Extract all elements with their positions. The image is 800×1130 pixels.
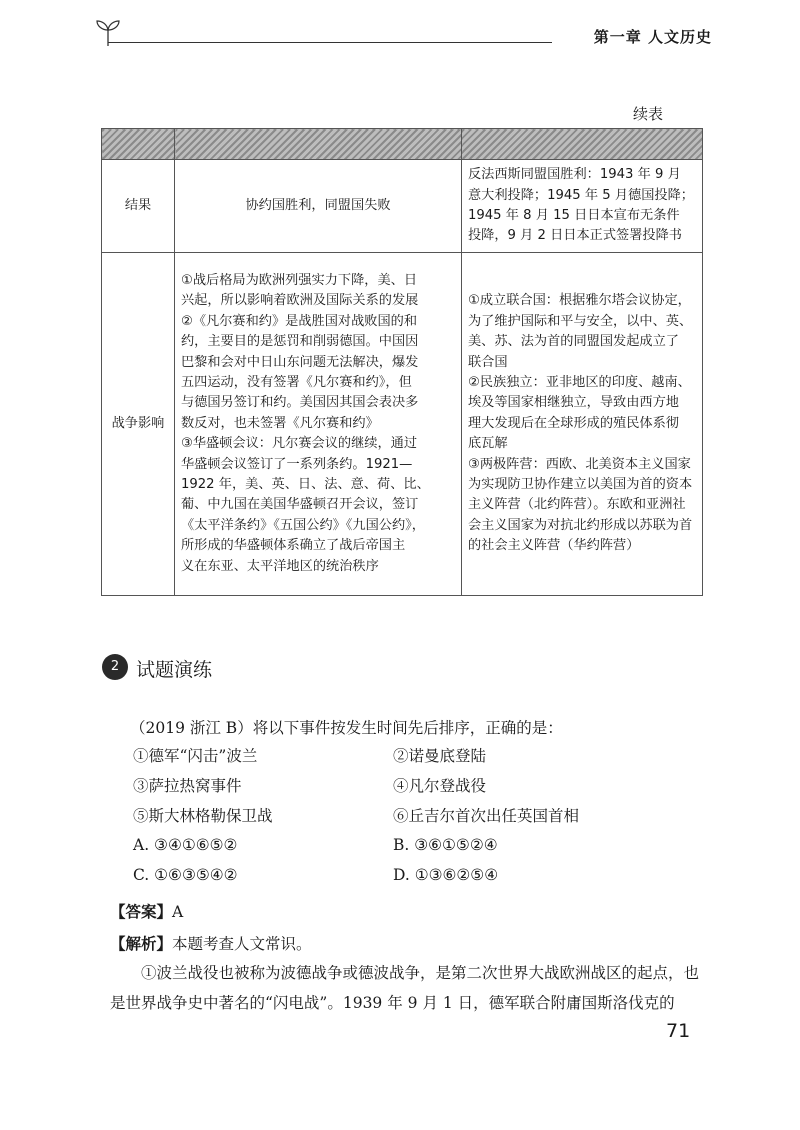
cell-line: 主义阵营（北约阵营）。东欧和亚洲社 (468, 497, 686, 513)
analysis-paragraph: ①波兰战役也被称为波德战争或德波战争，是第二次世界大战欧洲战区的起点，也是世界战争史中著名的“闪电战”。1939 年 9 月 1 日，德军联合附庸国斯洛伐克的 (110, 964, 700, 1012)
chapter-title: 第一章 人文历史 (593, 28, 712, 46)
answer-line (110, 900, 183, 922)
event-item: ⑥丘吉尔首次出任英国首相 (393, 807, 580, 825)
cell-line: 美、苏、法为首的同盟国发起成立了 (468, 334, 679, 350)
cell-line: 为实现防卫协作建立以美国为首的资本 (468, 477, 693, 493)
cell-line: 埃及等国家相继独立，导致由西方地 (468, 395, 679, 411)
cell-line: ②《凡尔赛和约》是战胜国对战败国的和 (181, 313, 418, 329)
cell-line: 投降，9 月 2 日日本正式签署投降书 (468, 228, 682, 244)
cell-line: 反法西斯同盟国胜利：1943 年 9 月 (468, 167, 681, 183)
cell-line: 《太平洋条约》《五国公约》《九国公约》， (181, 517, 425, 533)
header-rule (108, 42, 552, 43)
cell-line: 理大发现后在全球形成的殖民体系彻 (468, 415, 679, 431)
event-item: ⑤斯大林格勒保卫战 (133, 807, 273, 825)
cell-line: 会主义国家为对抗北约形成以苏联为首 (468, 517, 693, 533)
cell-line: 葡、中九国在美国华盛顿召开会议，签订 (181, 497, 419, 513)
row-label: 战争影响 (102, 253, 175, 596)
cell-text: 协约国胜利，同盟国失败 (175, 160, 462, 253)
choice-a: A. ③④①⑥⑤② (133, 836, 238, 854)
answer-value: A (172, 903, 184, 921)
event-item: ②诺曼底登陆 (393, 747, 487, 765)
table-row (102, 160, 703, 253)
question-stem: （2019 浙江 B）将以下事件按发生时间先后排序，正确的是： (130, 719, 563, 737)
event-item: ④凡尔登战役 (393, 777, 487, 795)
cell-line: 所形成的华盛顿体系确立了战后帝国主 (181, 538, 406, 554)
cell-line: 底瓦解 (468, 436, 508, 452)
choice-d: D. ①③⑥②⑤④ (393, 866, 499, 884)
cell-line: ③华盛顿会议：凡尔赛会议的继续，通过 (181, 436, 418, 452)
header-cell (462, 129, 703, 160)
header-cell (175, 129, 462, 160)
cell-text (462, 253, 703, 596)
cell-line: 五四运动，没有签署《凡尔赛和约》，但 (181, 374, 412, 390)
choice-c: C. ①⑥③⑤④② (133, 866, 238, 884)
cell-line: 巴黎和会对中日山东问题无法解决，爆发 (181, 354, 419, 370)
cell-line: ②民族独立：亚非地区的印度、越南、 (468, 374, 691, 390)
choice-b: B. ③⑥①⑤②④ (393, 836, 498, 854)
cell-line: 联合国 (468, 354, 508, 370)
row-label: 结果 (102, 160, 175, 253)
cell-line: 意大利投降；1945 年 5 月德国投降； (468, 187, 694, 203)
analysis-line (110, 932, 312, 954)
page-header (92, 12, 712, 52)
comparison-table (101, 128, 703, 596)
answer-label: 【答案】 (110, 903, 173, 921)
page-number: 71 (666, 1020, 691, 1042)
event-item: ③萨拉热窝事件 (133, 777, 242, 795)
cell-line: 数反对，也未签署《凡尔赛和约》 (181, 415, 379, 431)
header-cell (102, 129, 175, 160)
event-item: ①德军“闪击”波兰 (133, 747, 258, 765)
cell-text (175, 253, 462, 596)
cell-line: 兴起，所以影响着欧洲及国际关系的发展 (181, 293, 419, 309)
cell-line: 1945 年 8 月 15 日日本宣布无条件 (468, 208, 680, 223)
continued-label: 续表 (633, 105, 664, 123)
analysis-label: 【解析】 (110, 935, 173, 953)
cell-text (462, 160, 703, 253)
cell-lines (181, 271, 455, 577)
cell-line: 华盛顿会议签订了一系列条约。1921— (181, 456, 413, 472)
cell-lines (468, 291, 696, 556)
cell-line: ①成立联合国：根据雅尔塔会议协定， (468, 293, 691, 309)
cell-line: 1922 年，美、英、日、法、意、荷、比、 (181, 477, 430, 493)
table-row (102, 253, 703, 596)
sprout-icon (92, 18, 124, 48)
cell-line: 义在东亚、太平洋地区的统治秩序 (181, 558, 379, 574)
table-header-row (102, 129, 703, 160)
cell-line: 为了维护国际和平与安全，以中、英、 (468, 313, 693, 329)
cell-line: 的社会主义阵营（华约阵营） (468, 538, 640, 554)
cell-line: 与德国另签订和约。美国因其国会表决多 (181, 395, 419, 411)
cell-line: ③两极阵营：西欧、北美资本主义国家 (468, 456, 691, 472)
analysis-value: 本题考查人文常识。 (172, 935, 312, 953)
section-title: 试题演练 (136, 659, 213, 681)
section-number-badge: 2 (102, 654, 128, 680)
cell-line: 约，主要目的是惩罚和削弱德国。中国因 (181, 334, 419, 350)
cell-lines (468, 165, 696, 247)
cell-line: ①战后格局为欧洲列强实力下降，美、日 (181, 272, 418, 288)
